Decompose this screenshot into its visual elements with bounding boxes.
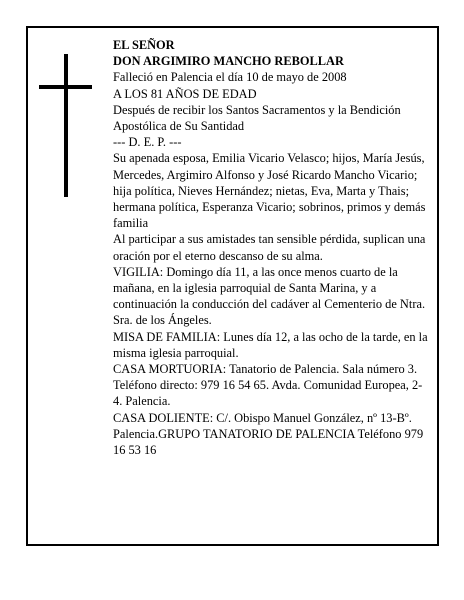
family-list: Su apenada esposa, Emilia Vicario Velasco; hijos, María Jesús, Mercedes, Argimiro Alfonso y José Ricardo Mancho Vicario; hija política, Nieves Hernández; nietas, Eva, Marta y Thais; hermana política, Esperanza Vicario; sobrinos, primos y demás familia — [113, 151, 426, 231]
vigil-info: VIGILIA: Domingo día 11, a las once menos cuarto de la mañana, en la iglesia parroquial de Santa Marina, y a continuación la conducción del cadáver al Cementerio de Ntra. Sra. de los Ángeles. — [113, 264, 426, 328]
death-notice: Falleció en Palencia el día 10 de mayo de 2008 — [113, 70, 347, 85]
age-line: A LOS 81 AÑOS DE EDAD — [113, 86, 257, 101]
cross-horizontal-bar — [39, 85, 92, 89]
obituary-text — [113, 37, 429, 458]
obituary-title: EL SEÑOR — [113, 38, 175, 52]
prayer-request: Al participar a sus amistades tan sensible pérdida, suplican una oración por el eterno descanso de su alma. — [113, 232, 426, 263]
funeral-home-info: CASA MORTUORIA: Tanatorio de Palencia. Sala número 3. Teléfono directo: 979 16 54 65. Avda. Comunidad Europea, 2-4. Palencia. — [113, 362, 423, 409]
cross-vertical-bar — [64, 54, 68, 197]
mass-info: MISA DE FAMILIA: Lunes día 12, a las ocho de la tarde, en la misma iglesia parroquial. — [113, 329, 428, 360]
deceased-name: DON ARGIMIRO MANCHO REBOLLAR — [113, 54, 344, 69]
rip-line: --- D. E. P. --- — [113, 135, 182, 150]
sacraments-line: Después de recibir los Santos Sacramentos y la Bendición Apostólica de Su Santidad — [113, 102, 401, 134]
mourning-house-info: CASA DOLIENTE: C/. Obispo Manuel González, nº 13-Bº. Palencia.GRUPO TANATORIO DE PALENCIA Teléfono 979 16 53 16 — [113, 410, 424, 458]
